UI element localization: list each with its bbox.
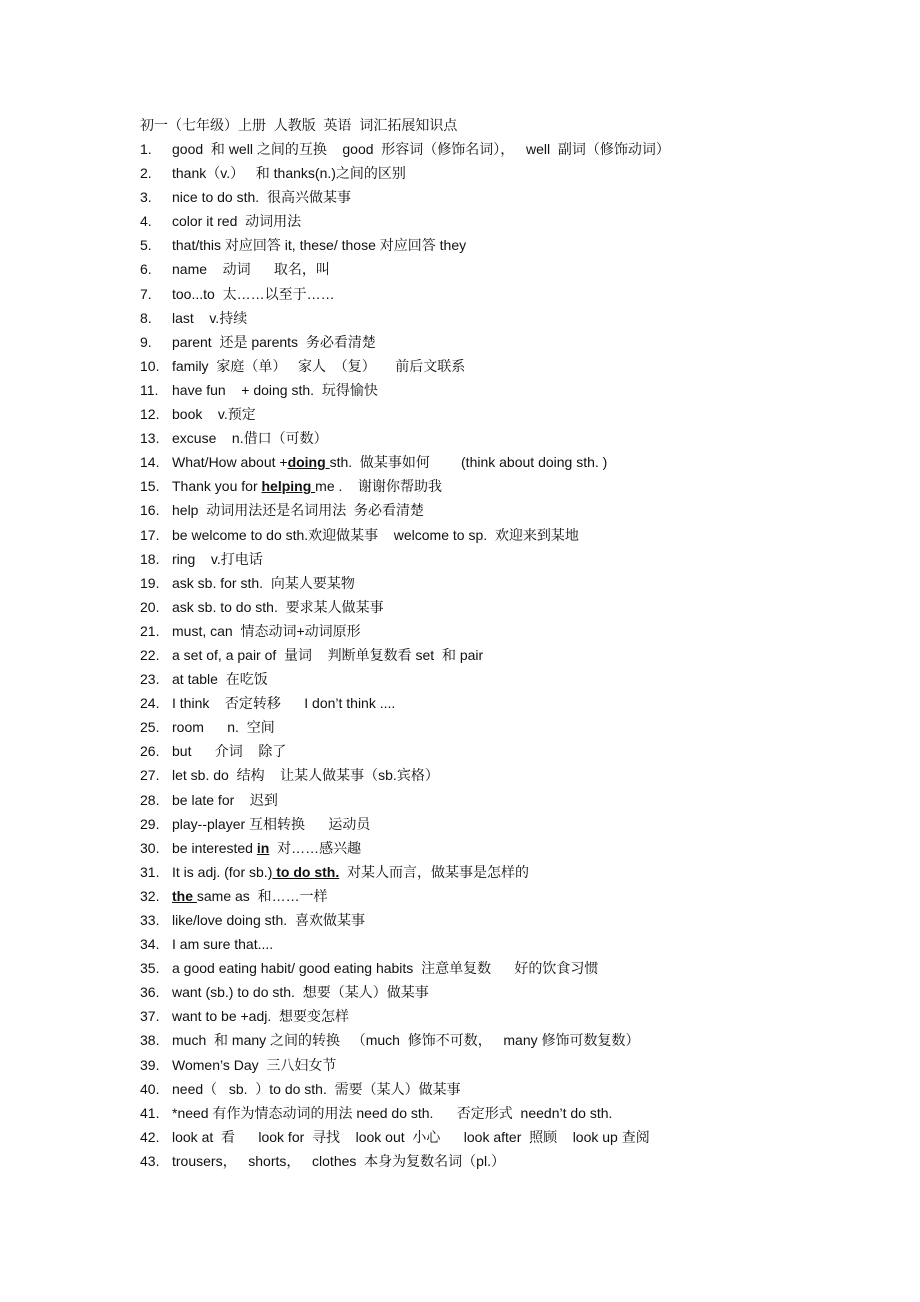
list-item-text: ring v.打电话 xyxy=(172,550,263,567)
list-item xyxy=(140,426,670,450)
list-item xyxy=(140,715,670,739)
list-item xyxy=(140,932,670,956)
underlined-keyword: in xyxy=(256,839,270,856)
list-item-number: 30. xyxy=(140,839,160,856)
list-item-number: 22. xyxy=(140,646,160,663)
list-item-number: 36. xyxy=(140,984,160,1001)
list-item-number: 24. xyxy=(140,695,160,712)
list-item xyxy=(140,980,670,1004)
list-item-text: room n. 空间 xyxy=(172,719,275,736)
list-item-text: good 和 well 之间的互换 good 形容词（修饰名词）， well 副词（修饰动词） xyxy=(172,141,670,157)
list-item xyxy=(140,306,670,330)
list-item-text: 对某人而言，做某事是怎样的 xyxy=(339,863,530,880)
list-item-number: 9. xyxy=(140,333,152,350)
underlined-keyword: the xyxy=(172,887,197,904)
vocabulary-list xyxy=(140,137,670,1173)
list-item-number: 3. xyxy=(140,189,152,206)
list-item-number: 10. xyxy=(140,357,160,374)
list-item-text: parent 还是 parents 务必看清楚 xyxy=(172,333,376,350)
list-item xyxy=(140,1004,670,1028)
list-item-text: must, can 情态动词+动词原形 xyxy=(172,622,361,639)
list-item-number: 32. xyxy=(140,887,160,904)
list-item xyxy=(140,667,670,691)
list-item xyxy=(140,1028,670,1052)
list-item-text: want to be +adj. 想要变怎样 xyxy=(172,1008,350,1025)
list-item-number: 15. xyxy=(140,478,160,495)
list-item xyxy=(140,1053,670,1077)
list-item xyxy=(140,330,670,354)
list-item-text: me . 谢谢你帮助我 xyxy=(315,478,442,495)
list-item-number: 16. xyxy=(140,502,160,519)
list-item-text: *need 有作为情态动词的用法 need do sth. 否定形式 needn’t do sth. xyxy=(172,1104,613,1121)
list-item-text: sth. 做某事如何 (think about doing sth. ) xyxy=(329,454,608,471)
list-item-number: 28. xyxy=(140,791,160,808)
list-item-number: 37. xyxy=(140,1008,160,1025)
list-item-number: 27. xyxy=(140,767,160,784)
list-item xyxy=(140,233,670,257)
list-item xyxy=(140,1125,670,1149)
list-item-number: 2. xyxy=(140,165,152,182)
list-item-number: 4. xyxy=(140,213,152,230)
underlined-keyword: doing xyxy=(287,454,330,471)
list-item xyxy=(140,1101,670,1125)
list-item-text: thank（v.） 和 thanks(n.)之间的区别 xyxy=(172,165,406,182)
list-item-text: be welcome to do sth.欢迎做某事 welcome to sp. 欢迎来到某地 xyxy=(172,526,579,543)
list-item-number: 42. xyxy=(140,1128,160,1145)
list-item-text: but 介词 除了 xyxy=(172,743,287,760)
list-item-number: 14. xyxy=(140,454,160,471)
list-item-text: I think 否定转移 I don’t think .... xyxy=(172,695,396,712)
list-item-number: 11. xyxy=(140,381,159,398)
list-item-text: too...to 太……以至于…… xyxy=(172,285,335,302)
list-item-number: 38. xyxy=(140,1032,160,1049)
list-item-text: I am sure that.... xyxy=(172,936,274,953)
list-item-text: excuse n.借口（可数） xyxy=(172,430,328,447)
list-item xyxy=(140,282,670,306)
list-item-text: same as 和……一样 xyxy=(196,887,328,904)
list-item xyxy=(140,161,670,185)
list-item-number: 5. xyxy=(140,237,152,254)
list-item xyxy=(140,209,670,233)
list-item-number: 7. xyxy=(140,285,152,302)
list-item-text: that/this 对应回答 it, these/ those 对应回答 they xyxy=(172,237,467,254)
list-item xyxy=(140,884,670,908)
list-item-text: need（ sb. ）to do sth. 需要（某人）做某事 xyxy=(172,1080,461,1097)
list-item-number: 26. xyxy=(140,743,160,760)
list-item-text: What/How about + xyxy=(172,454,288,471)
list-item-number: 12. xyxy=(140,406,160,423)
list-item xyxy=(140,450,670,474)
list-item xyxy=(140,185,670,209)
list-item-text: much 和 many 之间的转换 （much 修饰不可数， many 修饰可数复数） xyxy=(172,1032,640,1049)
list-item-text: at table 在吃饭 xyxy=(172,671,268,688)
list-item-text: ask sb. for sth. 向某人要某物 xyxy=(172,574,355,591)
list-item xyxy=(140,956,670,980)
list-item xyxy=(140,739,670,763)
list-item xyxy=(140,354,670,378)
list-item-number: 19. xyxy=(140,574,160,591)
list-item-text: ask sb. to do sth. 要求某人做某事 xyxy=(172,598,384,615)
list-item xyxy=(140,402,670,426)
list-item-number: 6. xyxy=(140,261,152,278)
list-item-text: like/love doing sth. 喜欢做某事 xyxy=(172,912,365,928)
list-item-text: 对……感兴趣 xyxy=(269,839,362,856)
list-item-number: 18. xyxy=(140,550,160,567)
list-item-text: look at 看 look for 寻找 look out 小心 look after 照顾 look up 查阅 xyxy=(172,1128,650,1145)
list-item-text: play--player 互相转换 运动员 xyxy=(172,815,371,832)
list-item-text: trousers， shorts， clothes 本身为复数名词（pl.） xyxy=(172,1152,505,1169)
list-item-number: 17. xyxy=(140,526,160,543)
list-item-text: Women’s Day 三八妇女节 xyxy=(172,1056,337,1073)
list-item-number: 35. xyxy=(140,960,160,977)
list-item-text: let sb. do 结构 让某人做某事（sb.宾格） xyxy=(172,767,439,784)
list-item-number: 13. xyxy=(140,430,160,447)
list-item-text: It is adj. (for sb.) xyxy=(172,863,273,880)
list-item-number: 29. xyxy=(140,815,160,832)
list-item-text: book v.预定 xyxy=(172,406,256,423)
list-item-text: last v.持续 xyxy=(172,309,248,326)
list-item-number: 21. xyxy=(140,622,160,639)
list-item-text: name 动词 取名，叫 xyxy=(172,261,330,278)
list-item-text: family 家庭（单） 家人 （复） 前后文联系 xyxy=(172,357,466,374)
list-item-text: want (sb.) to do sth. 想要（某人）做某事 xyxy=(172,984,429,1001)
list-item-text: a set of, a pair of 量词 判断单复数看 set 和 pair xyxy=(172,646,484,663)
list-item xyxy=(140,137,670,161)
list-item xyxy=(140,643,670,667)
list-item xyxy=(140,1077,670,1101)
underlined-keyword: to do sth. xyxy=(272,863,340,880)
list-item xyxy=(140,836,670,860)
list-item xyxy=(140,788,670,812)
list-item-text: nice to do sth. 很高兴做某事 xyxy=(172,189,351,206)
list-item xyxy=(140,547,670,571)
list-item-text: help 动词用法还是名词用法 务必看清楚 xyxy=(172,502,425,519)
list-item-number: 33. xyxy=(140,912,160,928)
list-item xyxy=(140,908,670,932)
list-item-number: 41. xyxy=(140,1104,160,1121)
list-item-number: 40. xyxy=(140,1080,160,1097)
list-item-text: a good eating habit/ good eating habits 注意单复数 好的饮食习惯 xyxy=(172,960,599,977)
list-item xyxy=(140,619,670,643)
list-item xyxy=(140,378,670,402)
list-item xyxy=(140,812,670,836)
document-title: 初一（七年级）上册 人教版 英语 词汇拓展知识点 xyxy=(140,117,458,133)
list-item-text: be interested xyxy=(172,839,257,856)
list-item xyxy=(140,498,670,522)
list-item xyxy=(140,691,670,715)
list-item-number: 43. xyxy=(140,1152,160,1169)
list-item-text: color it red 动词用法 xyxy=(172,213,302,230)
list-item-number: 23. xyxy=(140,671,160,688)
list-item xyxy=(140,523,670,547)
list-item xyxy=(140,257,670,281)
list-item-number: 25. xyxy=(140,719,160,736)
list-item xyxy=(140,763,670,787)
list-item xyxy=(140,474,670,498)
list-item-text: Thank you for xyxy=(172,478,262,495)
list-item-text: have fun + doing sth. 玩得愉快 xyxy=(172,381,378,398)
list-item xyxy=(140,1149,670,1173)
list-item-text: be late for 迟到 xyxy=(172,791,278,808)
list-item-number: 1. xyxy=(140,141,152,157)
list-item xyxy=(140,595,670,619)
list-item-number: 34. xyxy=(140,936,160,953)
list-item xyxy=(140,571,670,595)
list-item-number: 8. xyxy=(140,309,152,326)
list-item xyxy=(140,860,670,884)
list-item-number: 31. xyxy=(140,863,160,880)
list-item-number: 39. xyxy=(140,1056,160,1073)
underlined-keyword: helping xyxy=(261,478,316,495)
list-item-number: 20. xyxy=(140,598,160,615)
